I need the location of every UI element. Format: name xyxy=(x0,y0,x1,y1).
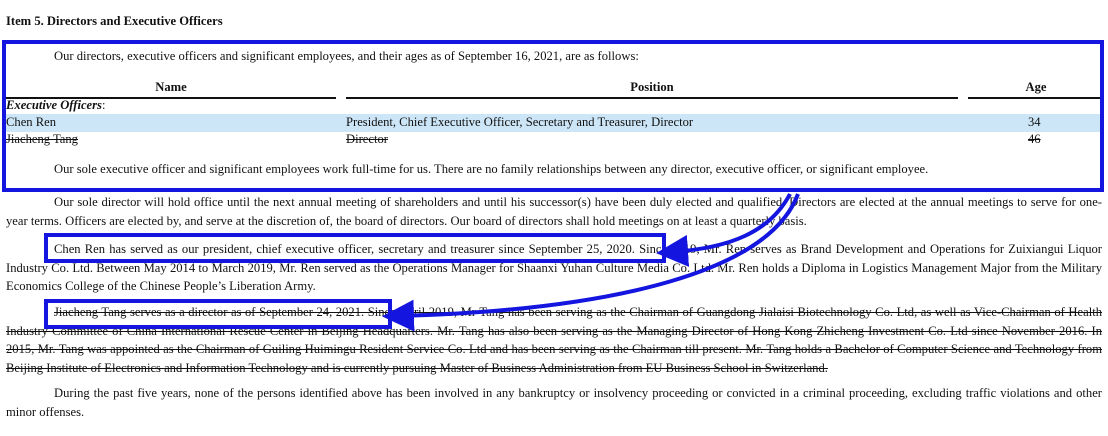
section-heading: Item 5. Directors and Executive Officers xyxy=(6,14,223,28)
table-cell-name: Chen Ren xyxy=(6,115,57,129)
paragraph-chen-ren-bio: Chen Ren has served as our president, chief executive officer, secretary and treasurer since September 25, 2020. Since 2019, Mr. Ren serves as Brand Development and Operations for Zuixiangui Liquor Industry Co. Ltd. Between May 2014 to March 2019, Mr. Ren served as the Operations Manager for Shaanxi Yuhan Culture Media Co. Ltd. Mr. Ren holds a Diploma in Logistics Management Major from the Military Economics College of the Chinese People’s Liberation Army. xyxy=(6,242,1102,293)
table-cell-age: 34 xyxy=(1028,115,1041,129)
paragraph-jiacheng-tang-bio: Jiacheng Tang serves as a director as of September 24, 2021. Since April 2019, Mr Tang has been serving as the Chairman of Guangdong Jialaisi Biotechnology Co. Ltd, as well as Vice-Chairman of Health Industry Committee of China International Rescue Center in Beijing Headquarters. Mr. Tang has also been serving as the Managing Director of Hong Kong Zhicheng Investment Co. Ltd since November 2016. In 2015, Mr. Tang was appointed as the Chairman of Guiling Huimingu Resident Service Co. Ltd and has been serving as the Chairman till present. Mr. Tang holds a Bachelor of Computer Science and Technology from Beijing Institute of Electronics and Information Technology and is currently pursuing Master of Business Administration from EU Business School in Switzerland. xyxy=(6,305,1102,375)
table-cell-position-struck: Director xyxy=(346,132,388,146)
table-cell-age-struck: 46 xyxy=(1028,132,1041,146)
table-intro: Our directors, executive officers and significant employees, and their ages as of September 16, 2021, are as follows: xyxy=(54,49,639,63)
table-section-label: Executive Officers: xyxy=(6,98,106,112)
paragraph-no-proceedings: During the past five years, none of the persons identified above has been involved in any bankruptcy or insolvency proceeding or convicted in a criminal proceeding, excluding traffic violations and other minor offenses. xyxy=(6,386,1102,419)
paragraph-director-term: Our sole director will hold office until the next annual meeting of shareholders and until his successor(s) have been duly elected and qualified. Directors are elected at the annual meetings to serve for one-year terms. Officers are elected by, and serve at the discretion of, the board of directors. Our board of directors shall hold meetings on at least a quarterly basis. xyxy=(6,195,1102,228)
arrow-to-tang xyxy=(398,194,798,316)
col-header-age: Age xyxy=(1025,80,1047,94)
table-cell-name-struck: Jiacheng Tang xyxy=(6,132,78,146)
arrow-to-chen-ren xyxy=(672,194,790,252)
sole-officer-note: Our sole executive officer and significant employees work full-time for us. There are no family relationships between any director, executive officer, or significant employee. xyxy=(54,162,929,176)
table-cell-position: President, Chief Executive Officer, Secretary and Treasurer, Director xyxy=(346,115,694,129)
col-header-name: Name xyxy=(155,80,187,94)
col-header-position: Position xyxy=(630,80,674,94)
